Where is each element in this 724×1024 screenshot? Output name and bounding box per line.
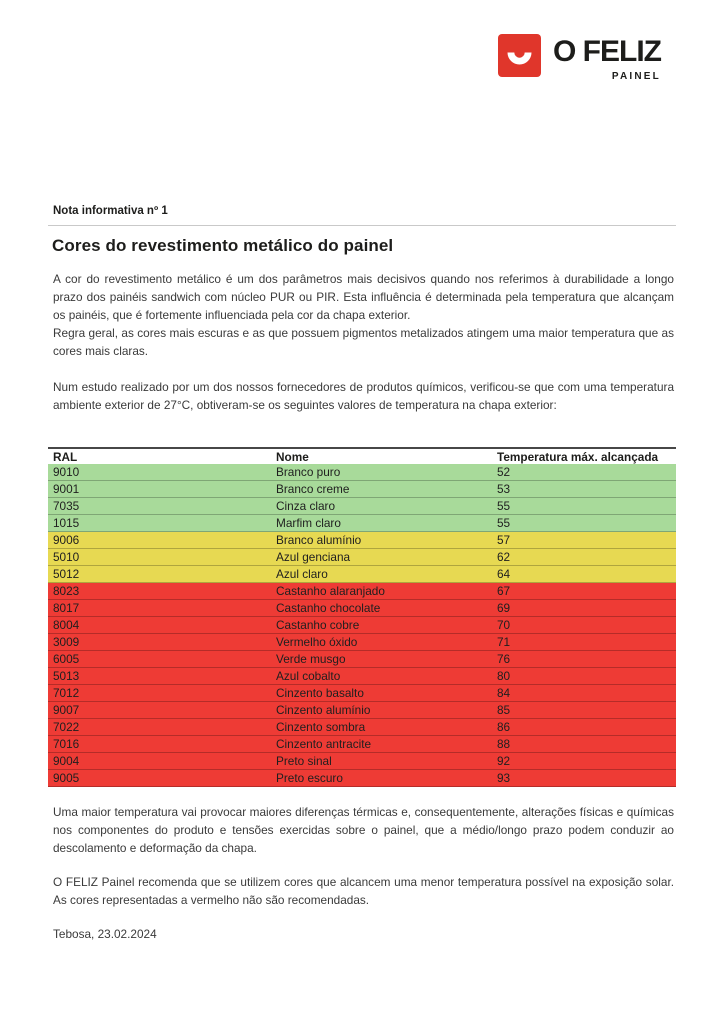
cell-temp: 84 [497, 686, 511, 700]
cell-nome: Castanho cobre [276, 618, 360, 632]
cell-ral: 9005 [53, 771, 80, 785]
cell-nome: Cinza claro [276, 499, 336, 513]
cell-nome: Branco creme [276, 482, 350, 496]
cell-ral: 9010 [53, 465, 80, 479]
cell-temp: 86 [497, 720, 511, 734]
table-row [48, 532, 676, 549]
table-header-row [48, 447, 676, 464]
cell-nome: Verde musgo [276, 652, 346, 666]
cell-temp: 71 [497, 635, 511, 649]
cell-temp: 67 [497, 584, 511, 598]
cell-nome: Cinzento sombra [276, 720, 366, 734]
cell-temp: 69 [497, 601, 511, 615]
cell-ral: 9001 [53, 482, 80, 496]
table-row [48, 498, 676, 515]
cell-ral: 9006 [53, 533, 80, 547]
cell-nome: Cinzento basalto [276, 686, 364, 700]
cell-temp: 80 [497, 669, 511, 683]
cell-temp: 64 [497, 567, 511, 581]
cell-nome: Preto escuro [276, 771, 343, 785]
cell-ral: 6005 [53, 652, 80, 666]
table-row [48, 685, 676, 702]
table-row [48, 702, 676, 719]
table-row [48, 481, 676, 498]
color-temperature-table [48, 447, 676, 787]
cell-ral: 7035 [53, 499, 80, 513]
cell-nome: Branco puro [276, 465, 341, 479]
table-row [48, 464, 676, 481]
cell-nome: Cinzento antracite [276, 737, 372, 751]
cell-ral: 9007 [53, 703, 80, 717]
cell-ral: 8004 [53, 618, 80, 632]
header-temp: Temperatura máx. alcançada [497, 450, 659, 464]
divider [48, 225, 676, 226]
cell-ral: 7022 [53, 720, 80, 734]
header-nome: Nome [276, 450, 309, 464]
cell-temp: 55 [497, 499, 511, 513]
table-row [48, 583, 676, 600]
company-logo [498, 34, 661, 82]
cell-nome: Vermelho óxido [276, 635, 358, 649]
cell-nome: Marfim claro [276, 516, 341, 530]
table-row [48, 634, 676, 651]
cell-ral: 5013 [53, 669, 80, 683]
cell-nome: Preto sinal [276, 754, 332, 768]
cell-temp: 93 [497, 771, 511, 785]
paragraph-study: Num estudo realizado por um dos nossos fornecedores de produtos químicos, verificou-se que com uma temperatura ambiente exterior de 27°C, obtiveram-se os seguintes valores de temperatura na chapa exterior: [53, 380, 674, 412]
cell-ral: 8023 [53, 584, 80, 598]
cell-temp: 85 [497, 703, 511, 717]
table-row [48, 651, 676, 668]
header-ral: RAL [53, 450, 78, 464]
cell-nome: Castanho chocolate [276, 601, 381, 615]
table-row [48, 617, 676, 634]
cell-temp: 88 [497, 737, 511, 751]
table-row [48, 668, 676, 685]
table-row [48, 600, 676, 617]
cell-temp: 92 [497, 754, 511, 768]
paragraph-durability: A cor do revestimento metálico é um dos parâmetros mais decisivos quando nos referimos à durabilidade a longo prazo dos painéis sandwich com núcleo PUR ou PIR. Esta influência é determinada pela temperatura que alcançam os painéis, que é fortemente influenciada pela cor da chapa exterior. [53, 272, 674, 322]
cell-nome: Azul claro [276, 567, 328, 581]
cell-temp: 76 [497, 652, 511, 666]
logo-name: O FELIZ [553, 35, 661, 68]
cell-ral: 3009 [53, 635, 80, 649]
cell-nome: Branco alumínio [276, 533, 362, 547]
cell-nome: Azul genciana [276, 550, 351, 564]
cell-temp: 55 [497, 516, 511, 530]
logo-subtitle: PAINEL [611, 71, 661, 82]
cell-temp: 70 [497, 618, 511, 632]
cell-ral: 9004 [53, 754, 80, 768]
paragraph-dark-colors: Regra geral, as cores mais escuras e as que possuem pigmentos metalizados atingem uma maior temperatura que as cores mais claras. [53, 326, 674, 358]
cell-ral: 7016 [53, 737, 80, 751]
cell-temp: 53 [497, 482, 511, 496]
color-table-body [48, 464, 676, 787]
paragraph-consequences: Uma maior temperatura vai provocar maiores diferenças térmicas e, consequentemente, alterações físicas e químicas nos componentes do produto e tensões exercidas sobre o painel, que a médio/longo prazo podem conduzir ao descolamento e deformação da chapa. [53, 805, 674, 855]
cell-ral: 5010 [53, 550, 80, 564]
cell-temp: 62 [497, 550, 511, 564]
cell-nome: Castanho alaranjado [276, 584, 385, 598]
intro-section [53, 270, 674, 414]
cell-nome: Cinzento alumínio [276, 703, 371, 717]
smile-icon [498, 34, 541, 77]
table-row [48, 770, 676, 787]
logo-text [553, 34, 661, 82]
table-row [48, 549, 676, 566]
page-title: Cores do revestimento metálico do painel [52, 236, 394, 255]
cell-ral: 1015 [53, 516, 80, 530]
date-line: Tebosa, 23.02.2024 [53, 927, 157, 941]
conclusion-section [53, 803, 674, 943]
cell-temp: 52 [497, 465, 511, 479]
table-row [48, 515, 676, 532]
note-label: Nota informativa nº 1 [53, 205, 168, 217]
table-row [48, 736, 676, 753]
paragraph-recommendation: O FELIZ Painel recomenda que se utilizem cores que alcancem uma menor temperatura possível na exposição solar. As cores representadas a vermelho não são recomendadas. [53, 875, 674, 907]
table-row [48, 566, 676, 583]
table-row [48, 719, 676, 736]
cell-ral: 8017 [53, 601, 80, 615]
cell-nome: Azul cobalto [276, 669, 341, 683]
table-row [48, 753, 676, 770]
cell-temp: 57 [497, 533, 511, 547]
cell-ral: 5012 [53, 567, 80, 581]
cell-ral: 7012 [53, 686, 80, 700]
